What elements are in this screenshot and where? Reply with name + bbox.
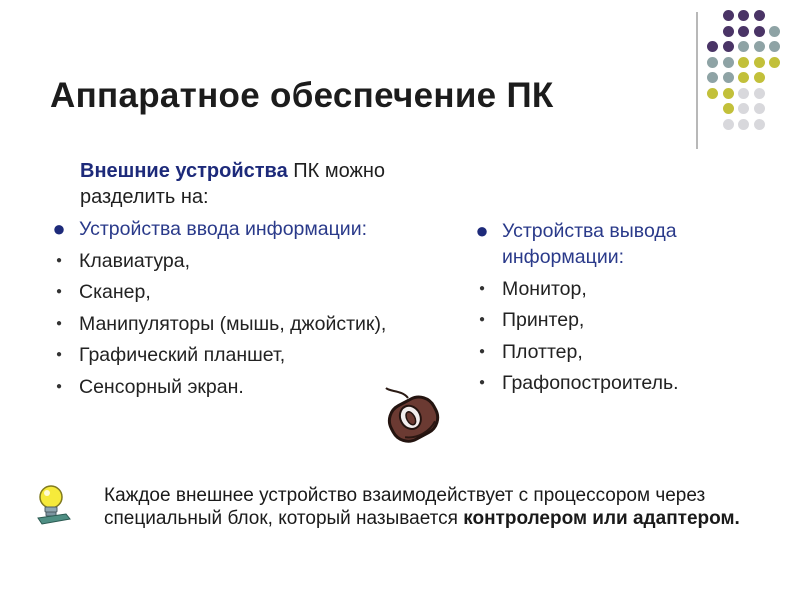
intro-rest: ПК можно разделить на: (80, 160, 386, 208)
slide-title: Аппаратное обеспечение ПК (50, 76, 554, 115)
list-item: ● Сканер, (79, 279, 469, 305)
decor-dot (754, 10, 765, 21)
vertical-divider (696, 12, 698, 149)
decor-dot (738, 88, 749, 99)
bullet-icon: ● (478, 282, 486, 294)
decor-dot (723, 119, 734, 130)
decor-dot (723, 103, 734, 114)
note-bold: контролером или адаптером. (463, 508, 740, 529)
output-devices-header: ● Устройства вывода информации: (502, 218, 722, 270)
decor-dot (723, 57, 734, 68)
list-item: ● Графопостроитель. (502, 370, 722, 396)
decor-dot (738, 72, 749, 83)
decor-dot (738, 119, 749, 130)
list-item: ● Манипуляторы (мышь, джойстик), (79, 311, 469, 337)
decor-dot (738, 10, 749, 21)
decor-dot (738, 41, 749, 52)
decor-dot (754, 41, 765, 52)
input-devices-list (52, 216, 469, 405)
bullet-icon: ● (55, 317, 63, 329)
computer-mouse-icon (378, 386, 448, 444)
decor-dot (754, 72, 765, 83)
decor-dot (769, 57, 780, 68)
input-devices-header: ● Устройства ввода информации: (79, 216, 469, 242)
decor-dot (738, 57, 749, 68)
decor-dot (754, 103, 765, 114)
decor-dot (754, 57, 765, 68)
decor-dot (723, 72, 734, 83)
decor-dot (723, 88, 734, 99)
list-item: ● Плоттер, (502, 339, 722, 365)
note-body: Каждое внешнее устройство взаимодействует с процессором через специальный блок, который называется (104, 485, 706, 529)
bullet-icon: ● (55, 254, 63, 266)
dot-grid-decoration-icon (707, 10, 787, 130)
intro-text (80, 158, 440, 210)
decor-dot (769, 26, 780, 37)
list-item: ● Клавиатура, (79, 248, 469, 274)
bullet-icon: ● (52, 216, 66, 241)
list-item: ● Монитор, (502, 276, 722, 302)
list-item: ● Графический планшет, (79, 342, 469, 368)
note-text (104, 484, 774, 530)
bullet-icon: ● (478, 345, 486, 357)
intro-highlight: Внешние устройства (80, 160, 288, 182)
decor-dot (738, 26, 749, 37)
bullet-icon: ● (55, 286, 63, 297)
decor-dot (723, 10, 734, 21)
decor-dot (707, 88, 718, 99)
bullet-icon: ● (478, 314, 486, 325)
decor-dot (769, 41, 780, 52)
decor-dot (707, 41, 718, 52)
decor-dot (738, 103, 749, 114)
decor-dot (723, 26, 734, 37)
bullet-icon: ● (55, 380, 63, 392)
decor-dot (707, 72, 718, 83)
lightbulb-icon (34, 484, 74, 528)
decor-dot (754, 26, 765, 37)
output-devices-list (475, 218, 722, 402)
decor-dot (707, 57, 718, 68)
decor-dot (723, 41, 734, 52)
list-item: ● Сенсорный экран. (79, 374, 469, 400)
decor-dot (754, 119, 765, 130)
decor-dot (754, 88, 765, 99)
bullet-icon: ● (475, 218, 489, 243)
list-item: ● Принтер, (502, 307, 722, 333)
bullet-icon: ● (55, 349, 63, 360)
bullet-icon: ● (478, 377, 486, 388)
